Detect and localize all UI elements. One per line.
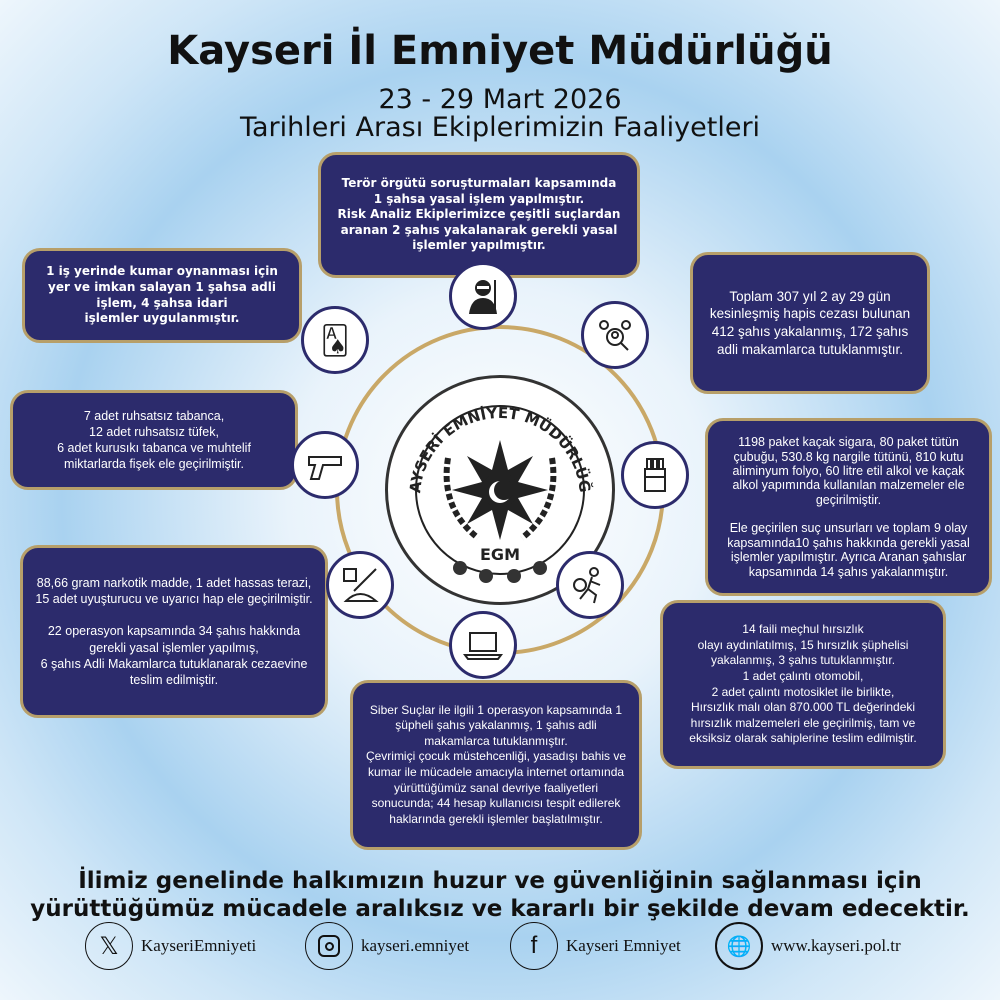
- website-url: www.kayseri.pol.tr: [771, 936, 901, 955]
- theft-box: 14 faili meçhul hırsızlık olayı aydınlatılmış, 15 hırsızlık şüphelisi yakalanmış, 3 şahıs tutuklanmıştır. 1 adet çalıntı otomobil, 2 adet çalıntı motosiklet ile birlikte, Hırsızlık malı olan 870.000 TL değerindeki hırsızlık malzemeleri ele geçirilmiş, tam ve eksiksiz olarak sahiplerine teslim edilmiştir.: [660, 600, 946, 769]
- facebook-link[interactable]: [510, 922, 681, 970]
- playing-cards-icon: 🂡: [301, 306, 369, 374]
- instagram-link[interactable]: [305, 922, 469, 970]
- x-handle: KayseriEmniyeti: [141, 936, 257, 955]
- footer-line-1: İlimiz genelinde halkımızın huzur ve güvenliğinin sağlanması için: [78, 868, 922, 894]
- facebook-icon: f: [510, 922, 558, 970]
- logo-ring-text: AYSERİ EMNİYET MÜDÜRLÜĞ: [406, 403, 594, 495]
- masked-terrorist-icon: [449, 262, 517, 330]
- website-link[interactable]: [715, 922, 901, 970]
- facebook-handle: Kayseri Emniyet: [566, 936, 681, 955]
- cyber-box: Siber Suçlar ile ilgili 1 operasyon kapsamında 1 şüpheli şahıs yakalanmış, 1 şahıs adli makamlarca tutuklanmıştır. Çevrimiçi çocuk müstehcenliği, yasadışı bahis ve kumar ile mücadele amacıyla internet ortamında yürüttüğümüz sanal devriye faaliyetleri sonucunda; 44 hesap kullanıcısı tespit edilerek haklarında gerekli işlemler başlatılmıştır.: [350, 680, 642, 850]
- terror-box: Terör örgütü soruşturmaları kapsamında 1 şahsa yasal işlem yapılmıştır. Risk Analiz Ekiplerimizce çeşitli suçlardan aranan 2 şahıs yakalanarak gerekli yasal işlemler yapılmıştır.: [318, 152, 640, 278]
- smuggling-box: 1198 paket kaçak sigara, 80 paket tütün çubuğu, 530.8 kg nargile tütünü, 810 kutu aliminyum folyo, 60 litre etil alkol ve kaçak alkol yapımında kullanılan malzemeler ele geçirilmiştir. Ele geçirilen suç unsurları ve toplam 9 olay kapsamında10 şahıs hakkında gerekli yasal işlemler yapılmıştır. Ayrıca Aranan şahıslar kapsamında 14 şahıs yakalanmıştır.: [705, 418, 992, 596]
- drugs-syringe-icon: [326, 551, 394, 619]
- logo-abbr: EGM: [480, 545, 520, 564]
- instagram-icon: [305, 922, 353, 970]
- weapons-box: 7 adet ruhsatsız tabanca, 12 adet ruhsatsız tüfek, 6 adet kurusıkı tabanca ve muhtelif miktarlarda fişek ele geçirilmiştir.: [10, 390, 298, 490]
- x-icon: 𝕏: [85, 922, 133, 970]
- gambling-box: 1 iş yerinde kumar oynanması için yer ve imkan salayan 1 şahsa adli işlem, 4 şahsa idari işlemler uygulanmıştır.: [22, 248, 302, 343]
- footer-line-2: yürüttüğümüz mücadele aralıksız ve kararlı bir şekilde devam edecektir.: [30, 896, 970, 922]
- globe-www-icon: 🌐: [715, 922, 763, 970]
- thief-running-icon: [556, 551, 624, 619]
- x-link[interactable]: [85, 922, 256, 970]
- people-search-icon: [581, 301, 649, 369]
- date-range: 23 - 29 Mart 2026: [378, 84, 622, 115]
- page-title: Kayseri İl Emniyet Müdürlüğü: [167, 28, 833, 74]
- laptop-icon: [449, 611, 517, 679]
- wanted-box: Toplam 307 yıl 2 ay 29 gün kesinleşmiş hapis cezası bulunan 412 şahıs yakalanmış, 172 şahıs adli makamlarca tutuklanmıştır.: [690, 252, 930, 394]
- pistol-icon: [291, 431, 359, 499]
- instagram-handle: kayseri.emniyet: [361, 936, 470, 955]
- cigarette-pack-icon: [621, 441, 689, 509]
- subtitle: Tarihleri Arası Ekiplerimizin Faaliyetleri: [239, 112, 761, 143]
- narcotics-box: 88,66 gram narkotik madde, 1 adet hassas terazi, 15 adet uyuşturucu ve uyarıcı hap ele geçirilmiştir. 22 operasyon kapsamında 34 şahıs hakkında gerekli yasal işlemler yapılmış, 6 şahıs Adli Makamlarca tutuklanarak cezaevine teslim edilmiştir.: [20, 545, 328, 718]
